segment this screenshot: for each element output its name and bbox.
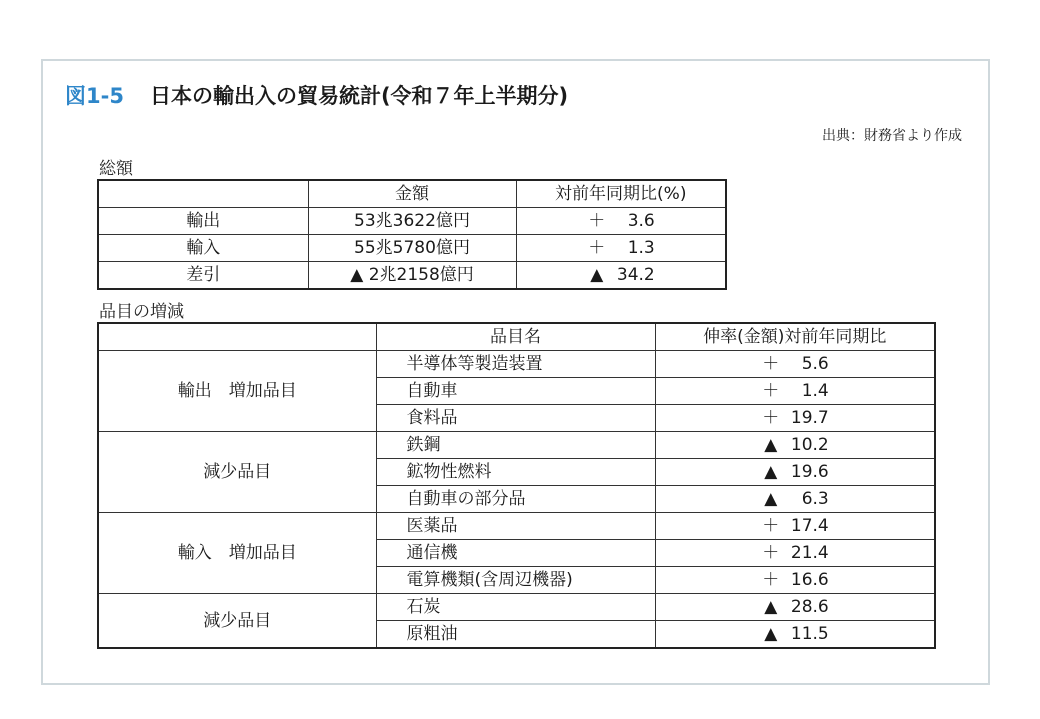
item-change — [655, 351, 935, 378]
change-sign: ＋ — [762, 543, 780, 563]
item-change — [655, 567, 935, 594]
summary-row-change — [516, 208, 726, 235]
summary-row-label: 差引 — [98, 262, 308, 290]
item-name: 石炭 — [376, 594, 655, 621]
table-row — [98, 235, 726, 262]
items-header-row — [98, 323, 935, 351]
item-name: 医薬品 — [376, 513, 655, 540]
change-sign: ＋ — [588, 211, 606, 231]
source-note: 出典：財務省より作成 — [822, 128, 962, 144]
item-change — [655, 378, 935, 405]
summary-header-amount: 金額 — [308, 180, 516, 208]
change-value: 28.6 — [790, 597, 829, 617]
change-sign: ＋ — [762, 354, 780, 374]
item-change — [655, 540, 935, 567]
group-label: 輸出 増加品目 — [98, 351, 376, 432]
change-value: 21.4 — [790, 543, 829, 563]
summary-row-label: 輸入 — [98, 235, 308, 262]
item-name: 鉄鋼 — [376, 432, 655, 459]
item-name: 原粗油 — [376, 621, 655, 649]
change-value: 19.7 — [790, 408, 829, 428]
group-label: 輸入 増加品目 — [98, 513, 376, 594]
change-value: 34.2 — [616, 265, 655, 285]
change-value: 16.6 — [790, 570, 829, 590]
change-value: 6.3 — [801, 489, 829, 509]
change-sign: ＋ — [762, 408, 780, 428]
figure-title-text: 日本の輸出入の貿易統計(令和７年上半期分) — [149, 84, 569, 108]
table-row — [98, 432, 935, 459]
summary-header-change: 対前年同期比(%) — [516, 180, 726, 208]
table-row — [98, 513, 935, 540]
item-change — [655, 432, 935, 459]
group-label: 減少品目 — [98, 594, 376, 649]
change-sign: ▲ — [764, 435, 778, 455]
change-value: 5.6 — [801, 354, 829, 374]
summary-row-change — [516, 262, 726, 290]
item-name: 自動車 — [376, 378, 655, 405]
item-change — [655, 513, 935, 540]
item-change — [655, 405, 935, 432]
change-sign: ＋ — [588, 238, 606, 258]
item-name: 電算機類(含周辺機器) — [376, 567, 655, 594]
summary-header-blank — [98, 180, 308, 208]
item-change — [655, 486, 935, 513]
item-name: 通信機 — [376, 540, 655, 567]
summary-section-label: 総額 — [99, 159, 133, 179]
items-header-change: 伸率(金額)対前年同期比 — [655, 323, 935, 351]
change-value: 17.4 — [790, 516, 829, 536]
change-sign: ＋ — [762, 570, 780, 590]
table-row — [98, 351, 935, 378]
summary-row-label: 輸出 — [98, 208, 308, 235]
table-row — [98, 208, 726, 235]
change-value: 11.5 — [790, 624, 829, 644]
summary-row-amount: 53兆3622億円 — [308, 208, 516, 235]
table-row — [98, 594, 935, 621]
items-header-blank — [98, 323, 376, 351]
item-name: 食料品 — [376, 405, 655, 432]
item-name: 自動車の部分品 — [376, 486, 655, 513]
item-change — [655, 459, 935, 486]
change-value: 10.2 — [790, 435, 829, 455]
summary-table — [97, 179, 727, 290]
item-change — [655, 594, 935, 621]
change-value: 19.6 — [790, 462, 829, 482]
item-change — [655, 621, 935, 649]
change-sign: ＋ — [762, 381, 780, 401]
items-table — [97, 322, 936, 649]
change-sign: ▲ — [590, 265, 604, 285]
summary-row-amount: ▲ 2兆2158億円 — [308, 262, 516, 290]
figure-number: 図1-5 — [65, 84, 124, 108]
change-value: 1.4 — [801, 381, 829, 401]
change-sign: ▲ — [764, 624, 778, 644]
summary-header-row — [98, 180, 726, 208]
figure-title — [65, 80, 568, 110]
summary-row-change — [516, 235, 726, 262]
change-sign: ▲ — [764, 489, 778, 509]
table-row — [98, 262, 726, 290]
item-name: 鉱物性燃料 — [376, 459, 655, 486]
change-value: 1.3 — [627, 238, 655, 258]
change-sign: ＋ — [762, 516, 780, 536]
item-name: 半導体等製造装置 — [376, 351, 655, 378]
change-sign: ▲ — [764, 462, 778, 482]
change-sign: ▲ — [764, 597, 778, 617]
group-label: 減少品目 — [98, 432, 376, 513]
change-value: 3.6 — [627, 211, 655, 231]
items-section-label: 品目の増減 — [99, 302, 184, 322]
summary-row-amount: 55兆5780億円 — [308, 235, 516, 262]
items-header-name: 品目名 — [376, 323, 655, 351]
